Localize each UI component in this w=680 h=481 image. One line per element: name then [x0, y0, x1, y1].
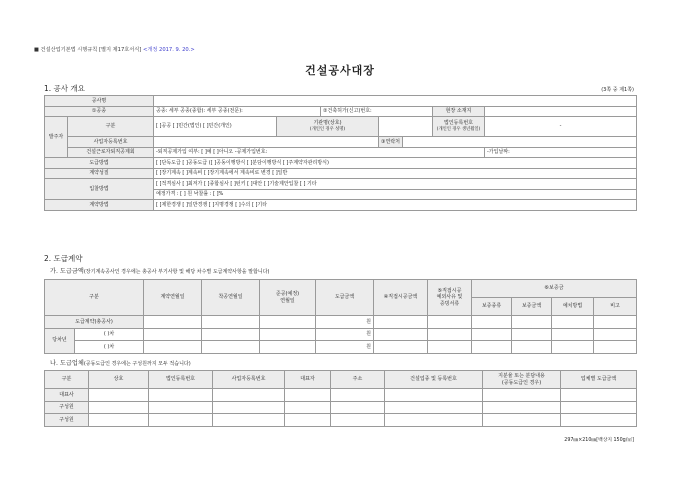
table-cell[interactable] — [428, 328, 472, 341]
company-amount-header: 업체별 도급금액 — [561, 371, 637, 389]
table-cell[interactable] — [331, 389, 385, 402]
project-name-field[interactable] — [154, 96, 637, 107]
total-contract-label: 도급계약(총공사) — [45, 316, 144, 329]
table-cell[interactable] — [144, 328, 202, 341]
remarks-header: 비고 — [594, 298, 637, 316]
table-cell[interactable] — [285, 389, 331, 402]
share-header-line1: 지분율 또는 분담내용 — [498, 373, 545, 379]
table-cell[interactable] — [149, 414, 213, 427]
address-header: 주소 — [331, 371, 385, 389]
contract-type-row — [45, 200, 637, 211]
direct-exception-line1: ⑤직접시공 — [437, 287, 462, 294]
table-cell[interactable] — [483, 401, 561, 414]
table-cell[interactable] — [260, 328, 316, 341]
share-header — [483, 371, 561, 389]
bidding-method-label: 입찰방법 — [45, 179, 154, 200]
contractor-subtitle-text: 나. 도급업체 — [50, 360, 84, 367]
paper-spec-footer: 297㎜×210㎜[백상지 150g/㎡] — [564, 438, 634, 443]
amount-won-cell[interactable]: 원 — [316, 316, 374, 329]
table-cell[interactable] — [483, 389, 561, 402]
table-cell[interactable] — [512, 328, 552, 341]
direct-exception-line2: 예외사유 및 — [436, 294, 463, 301]
table-cell[interactable] — [202, 328, 260, 341]
contract-type-options[interactable]: [ ]제한경쟁 [ ]일반경쟁 [ ]지명경쟁 [ ]수의 [ ]기타 — [154, 200, 637, 211]
direct-cost-header: ④직접시공금액 — [374, 280, 428, 316]
agency-name-label — [277, 117, 379, 137]
table-cell[interactable] — [472, 328, 512, 341]
table-cell[interactable] — [483, 414, 561, 427]
current-year-label: 당차년 — [45, 328, 75, 353]
bond-type-header: 보증종류 — [472, 298, 512, 316]
company-name-header: 상호 — [89, 371, 149, 389]
share-header-line2: (공동도급인 경우) — [501, 379, 542, 386]
site-location-label: 현장 소재지 — [433, 106, 485, 117]
contractor-table — [44, 370, 637, 427]
contractor-role-label: 대표사 — [45, 389, 89, 402]
project-name-row — [45, 96, 637, 107]
agency-name-note: (개인인 경우 성명) — [309, 126, 346, 132]
start-date-header: 착공연월일 — [202, 280, 260, 316]
regulation-reference: ■ 건설산업기본법 시행규칙 [별지 제17호서식] — [34, 47, 142, 53]
contract-nature-label: 계약성질 — [45, 168, 154, 179]
category-label: 구분 — [68, 117, 154, 137]
table-cell[interactable] — [331, 401, 385, 414]
table-cell[interactable] — [202, 316, 260, 329]
table-cell[interactable] — [374, 328, 428, 341]
contractor-row-member-2 — [45, 414, 637, 427]
project-name-label: 공사명 — [45, 96, 154, 107]
table-cell[interactable] — [594, 341, 637, 354]
contractor-role-label: 구성원 — [45, 414, 89, 427]
section2-title: 2. 도급계약 — [44, 254, 83, 263]
bond-header: ⑥보증금 — [472, 280, 637, 298]
table-cell[interactable] — [374, 316, 428, 329]
table-cell[interactable] — [331, 414, 385, 427]
corp-number-label — [433, 117, 485, 137]
deposit-method-header: 예치방법 — [552, 298, 594, 316]
retirement-fund-row — [45, 147, 637, 158]
work-type-row — [45, 106, 637, 117]
table-cell[interactable] — [260, 341, 316, 354]
client-category-row — [45, 117, 637, 137]
bidding-method-options[interactable]: [ ]적격심사 [ ]최저가 [ ]종합심사 [ ]턴키 [ ]대안 [ ]기술제안입찰 [ ] 기타 — [154, 179, 637, 190]
table-cell[interactable] — [285, 414, 331, 427]
retirement-fund-field[interactable]: -퇴직공제가입 여부: [ ]예 [ ]아니오 -공제가입번호: — [154, 147, 485, 158]
table-cell[interactable] — [144, 341, 202, 354]
corp-number-note: (개인인 경우 생년월일) — [436, 126, 481, 132]
amount-won-cell[interactable]: 원 — [316, 328, 374, 341]
contract-nature-options[interactable]: [ ]장기계속 [ ]계속비 [ ]장기계속에서 계속비로 변경 [ ]일반 — [154, 168, 637, 179]
table-cell[interactable] — [512, 316, 552, 329]
business-number-header: 사업자등록번호 — [213, 371, 285, 389]
contract-amount-table — [44, 279, 637, 354]
contract-amount-subtitle-note: (장기계속공사인 경우에는 총공사 부기사항 및 해당 차수별 도급계약사항을 말합니다) — [83, 269, 270, 275]
contractor-subtitle — [50, 358, 191, 367]
table-cell[interactable] — [213, 414, 285, 427]
bond-amount-header: 보증금액 — [512, 298, 552, 316]
table-cell[interactable] — [472, 316, 512, 329]
page-indicator: (3쪽 중 제1쪽) — [601, 87, 634, 93]
table-cell[interactable] — [89, 389, 149, 402]
table-cell[interactable] — [89, 414, 149, 427]
table-cell[interactable] — [428, 316, 472, 329]
table-cell[interactable] — [561, 414, 637, 427]
table-cell[interactable] — [385, 389, 483, 402]
table-cell[interactable] — [213, 389, 285, 402]
table-cell[interactable] — [89, 401, 149, 414]
table-cell[interactable] — [552, 316, 594, 329]
retirement-fund-label: 건설근로자퇴직공제회 — [68, 147, 154, 158]
representative-header: 대표자 — [285, 371, 331, 389]
table-cell[interactable] — [285, 401, 331, 414]
contractor-row-member-1 — [45, 401, 637, 414]
contract-method-row — [45, 158, 637, 169]
section1-title: 1. 공사 개요 — [44, 84, 85, 93]
contractor-header-row — [45, 371, 637, 389]
table-cell[interactable] — [428, 341, 472, 354]
round-label: ( )차 — [75, 328, 144, 341]
total-contract-row — [45, 316, 637, 329]
completion-date-header — [260, 280, 316, 316]
contract-amount-subtitle-text: 가. 도급금액 — [50, 268, 84, 275]
contract-header-row-1 — [45, 280, 637, 298]
business-number-label: 사업자등록번호 — [68, 137, 154, 148]
table-cell[interactable] — [512, 341, 552, 354]
table-cell[interactable] — [149, 389, 213, 402]
contract-date-header: 계약연월일 — [144, 280, 202, 316]
completion-date-header-line2: 연월일 — [280, 297, 295, 304]
amount-won-cell[interactable]: 원 — [316, 341, 374, 354]
contract-method-options[interactable]: [ ]단독도급 [ ]공동도급 ([ ]공동이행방식 [ ]분담이행방식 [ ]주계약자관리방식) — [154, 158, 637, 169]
contractor-row-lead — [45, 389, 637, 402]
contact-label: ③연락처 — [379, 137, 403, 148]
bidding-method-row — [45, 179, 637, 190]
direct-exception-line3: 증빙서류 — [439, 300, 460, 307]
table-cell[interactable] — [144, 316, 202, 329]
table-cell[interactable] — [594, 328, 637, 341]
project-overview-table — [44, 95, 637, 211]
contractor-role-label: 구성원 — [45, 401, 89, 414]
form-header — [34, 46, 195, 53]
contractor-division-header: 구분 — [45, 371, 89, 389]
corp-number-header: 법인등록번호 — [149, 371, 213, 389]
table-cell[interactable] — [472, 341, 512, 354]
table-cell[interactable] — [561, 389, 637, 402]
table-cell[interactable] — [213, 401, 285, 414]
agency-name-title: 기관명(상호) — [313, 120, 342, 127]
table-cell[interactable] — [374, 341, 428, 354]
table-cell[interactable] — [260, 316, 316, 329]
current-round-row-2 — [45, 341, 637, 354]
work-type-label: ①공종 — [45, 106, 154, 117]
completion-date-header-line1: 준공(예정) — [275, 291, 300, 297]
join-date-field[interactable]: -가입날짜: — [485, 147, 637, 158]
corp-number-field[interactable]: - — [485, 117, 637, 137]
contract-amount-subtitle — [50, 266, 270, 275]
division-header: 구분 — [45, 280, 144, 316]
contractor-subtitle-note: (공동도급인 경우에는 구성원까지 모두 적습니다) — [83, 361, 191, 367]
round-label: ( )차 — [75, 341, 144, 354]
license-header: 건설업종 및 등록번호 — [385, 371, 483, 389]
table-cell[interactable] — [385, 401, 483, 414]
client-label: 발주자 — [45, 117, 68, 158]
contract-type-label: 계약방법 — [45, 200, 154, 211]
corp-number-title: 법인등록번호 — [444, 120, 473, 127]
table-cell[interactable] — [561, 401, 637, 414]
work-type-field[interactable]: 공종: 세부 공종(종합): 세부 공종(전문): — [154, 106, 321, 117]
bidding-price-field[interactable]: 예정가격 : [ ] 원 낙찰률 : [ ]% — [154, 189, 637, 200]
contact-field[interactable] — [403, 137, 637, 148]
current-round-row-1 — [45, 328, 637, 341]
table-cell[interactable] — [552, 341, 594, 354]
business-number-row — [45, 137, 637, 148]
business-number-field[interactable] — [154, 137, 379, 148]
contract-method-label: 도급방법 — [45, 158, 154, 169]
table-cell[interactable] — [149, 401, 213, 414]
client-category-options[interactable]: [ ]공공 [ ]민간(법인) [ ]민간(개인) — [154, 117, 277, 137]
table-cell[interactable] — [594, 316, 637, 329]
permit-number-field[interactable]: ②건축허가(신고)번호: — [321, 106, 433, 117]
table-cell[interactable] — [202, 341, 260, 354]
contract-nature-row — [45, 168, 637, 179]
agency-name-field[interactable] — [379, 117, 433, 137]
site-location-field[interactable] — [485, 106, 637, 117]
direct-exception-header — [428, 280, 472, 316]
table-cell[interactable] — [385, 414, 483, 427]
table-cell[interactable] — [552, 328, 594, 341]
revision-date: <개정 2017. 9. 20.> — [143, 47, 195, 53]
contract-amount-header: 도급금액 — [316, 280, 374, 316]
document-title: 건설공사대장 — [305, 64, 375, 77]
